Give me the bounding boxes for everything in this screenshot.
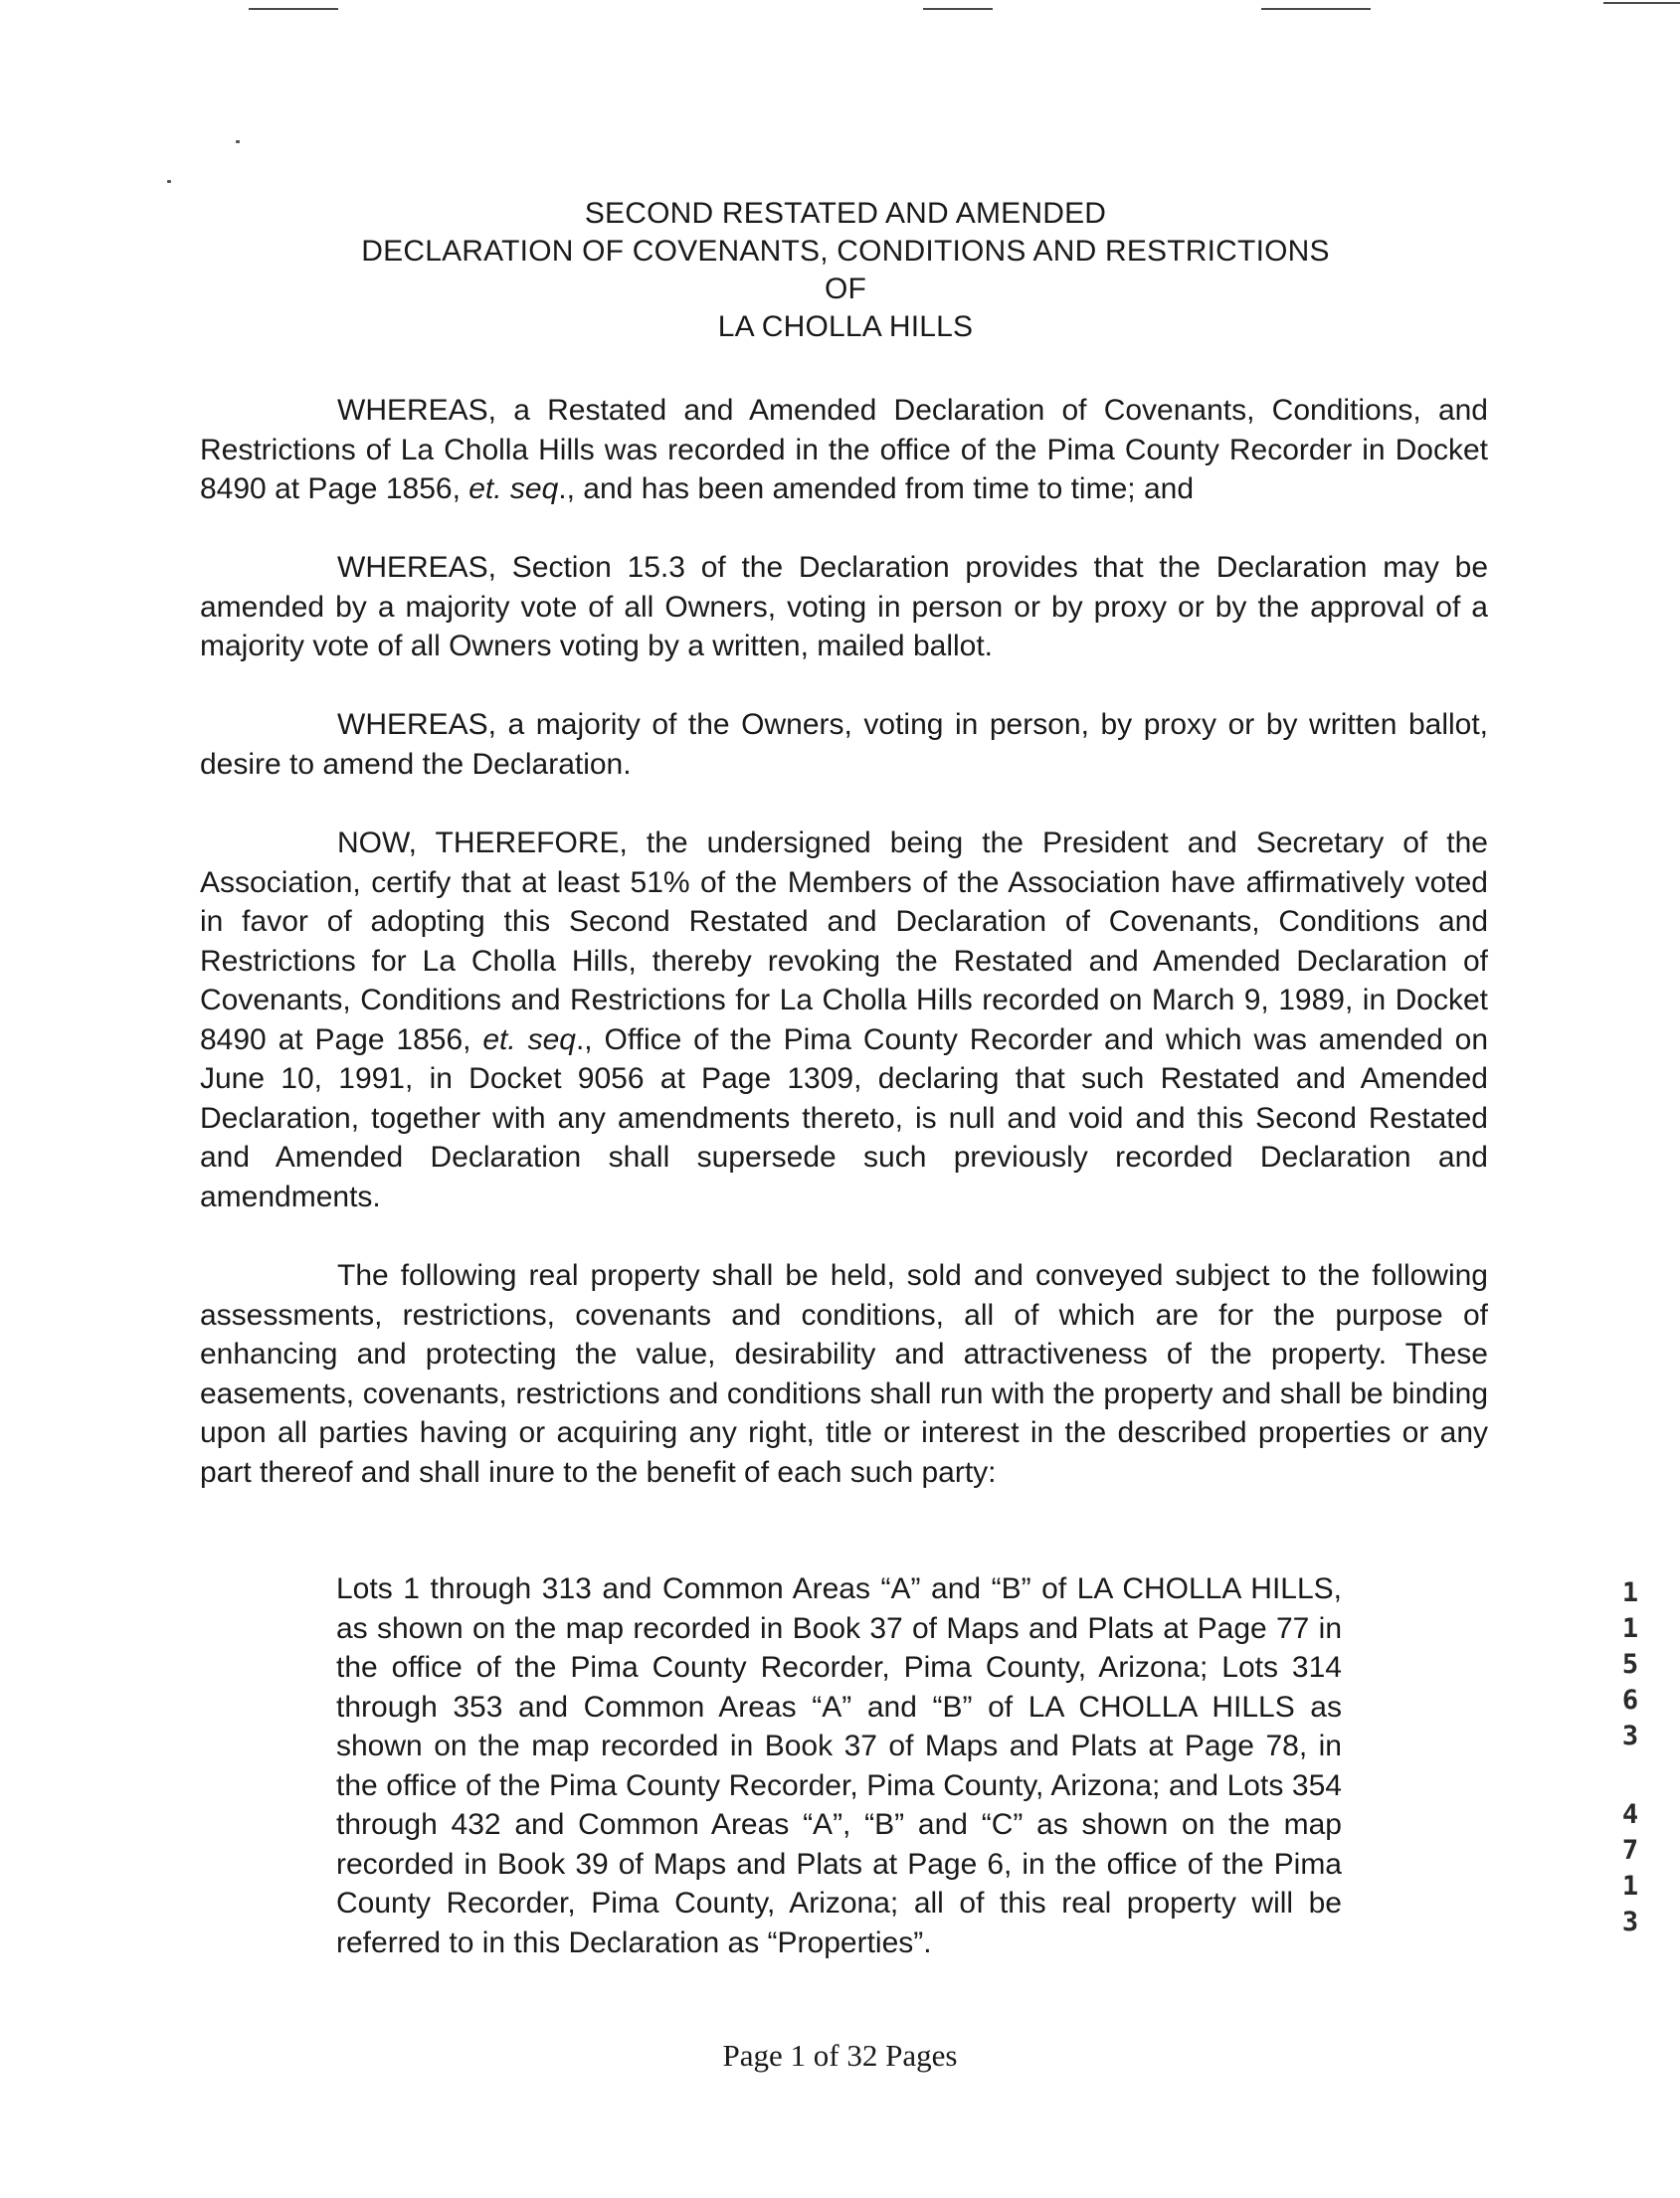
stamp-digit: 3 — [1621, 1721, 1639, 1751]
stamp-digit: 3 — [1621, 1907, 1639, 1937]
title-line: DECLARATION OF COVENANTS, CONDITIONS AND RESTRICTIONS — [361, 235, 1330, 268]
scan-artifact-line — [1603, 2, 1680, 4]
title-line: SECOND RESTATED AND AMENDED — [584, 197, 1107, 230]
scan-speck — [167, 180, 171, 183]
title-line: LA CHOLLA HILLS — [717, 310, 974, 343]
paragraph-text: WHEREAS, a Restated and Amended Declaration of Covenants, Conditions, and Restrictions of La Cholla Hills was recorded in the office of the Pima County Recorder in Docket 8490 at Page 1856, — [200, 394, 1488, 505]
recording-stamp-top — [1615, 1576, 1645, 1755]
paragraph-text: NOW, THEREFORE, the undersigned being the President and Secretary of the Association, certify that at least 51% of the Members of the Association have affirmatively voted in favor of adopting this Second Restated and Declaration of Covenants, Conditions and Restrictions for La Cholla Hills, thereby revoking the Restated and Amended Declaration of Covenants, Conditions and Restrictions for La Cholla Hills recorded on March 9, 1989, in Docket 8490 at Page 1856, — [200, 826, 1488, 1056]
stamp-digit: 1 — [1621, 1577, 1639, 1608]
stamp-digit: 4 — [1621, 1799, 1639, 1830]
property-paragraph: The following real property shall be held, sold and conveyed subject to the following assessments, restrictions, covenants and conditions, all of which are for the purpose of enhancing and protecting the value, desirability and attractiveness of the property. These easements, covenants, restrictions and conditions shall run with the property and shall be binding upon all parties having or acquiring any right, title or interest in the described properties or any part thereof and shall inure to the benefit of each such party: — [200, 1259, 1488, 1489]
italic-citation: et. seq — [468, 472, 559, 505]
recording-stamp-bottom — [1615, 1798, 1645, 1941]
paragraph-text: ., Office of the Pima County Recorder and which was amended on June 10, 1991, in Docket 9056 at Page 1309, declaring that such Restated and Amended Declaration, together with any amendments thereto, is null and void and this Second Restated and Amended Declaration shall supersede such previously recorded Declaration and amendments. — [200, 1022, 1489, 1213]
document-title — [199, 195, 1492, 346]
title-line: OF — [824, 273, 867, 305]
scan-speck — [236, 140, 240, 143]
resolution-paragraph — [200, 824, 1488, 1216]
page-number-footer: Page 1 of 32 Pages — [722, 2038, 958, 2073]
legal-description: Lots 1 through 313 and Common Areas “A” and “B” of LA CHOLLA HILLS, as shown on the map recorded in Book 37 of Maps and Plats at Page 77 in the office of the Pima County Recorder, Pima County, Arizona; Lots 314 through 353 and Common Areas “A” and “B” of LA CHOLLA HILLS as shown on the map recorded in Book 37 of Maps and Plats at Page 78, in the office of the Pima County Recorder, Pima County, Arizona; and Lots 354 through 432 and Common Areas “A”, “B” and “C” as shown on the map recorded in Book 39 of Maps and Plats at Page 6, in the office of the Pima County Recorder, Pima County, Arizona; all of this real property will be referred to in this Declaration as “Properties”. — [336, 1572, 1342, 1959]
stamp-digit: 1 — [1621, 1871, 1639, 1902]
stamp-digit: 5 — [1621, 1649, 1639, 1680]
scan-artifact-line — [1261, 8, 1371, 10]
recital-paragraph-2: WHEREAS, Section 15.3 of the Declaration provides that the Declaration may be amended by a majority vote of all Owners, voting in person or by proxy or by the approval of a majority vote of all Owners voting by a written, mailed ballot. — [200, 551, 1488, 662]
scan-artifact-line — [923, 8, 993, 10]
recital-paragraph-3: WHEREAS, a majority of the Owners, voting in person, by proxy or by written ballot, desire to amend the Declaration. — [200, 708, 1488, 781]
paragraph-text: ., and has been amended from time to time; and — [558, 472, 1194, 505]
stamp-digit: 7 — [1621, 1835, 1639, 1866]
stamp-digit: 1 — [1621, 1613, 1639, 1644]
scan-artifact-line — [249, 8, 338, 10]
recital-paragraph-1 — [200, 391, 1488, 509]
stamp-digit: 6 — [1621, 1685, 1639, 1716]
italic-citation: et. seq — [482, 1022, 576, 1056]
